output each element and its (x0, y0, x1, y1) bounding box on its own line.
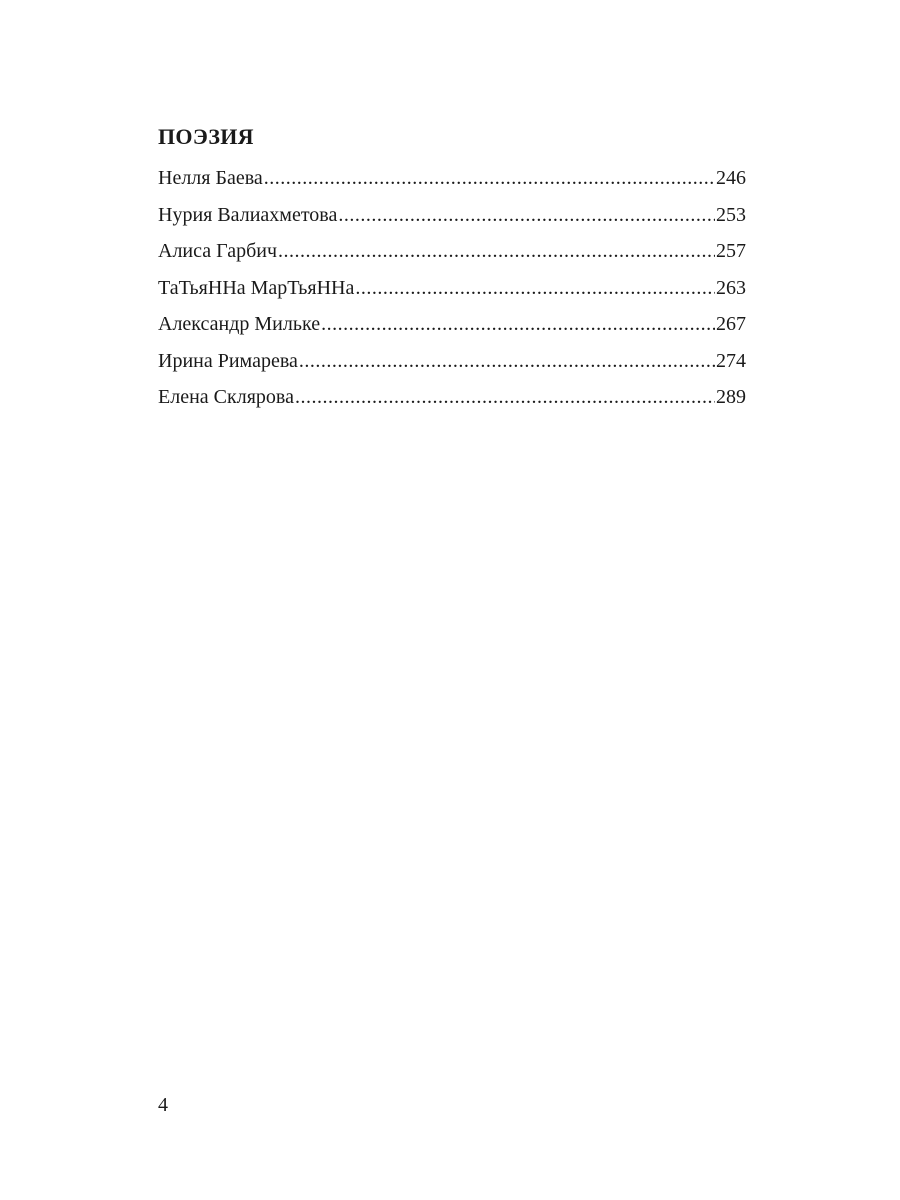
toc-entry (158, 197, 746, 234)
toc-entry-name: Александр Мильке (158, 313, 321, 335)
toc-entry-page: 253 (716, 203, 746, 226)
toc-entry (158, 343, 746, 380)
toc-entry (158, 306, 746, 343)
dot-leader (321, 306, 715, 343)
toc-entry-page: 274 (716, 349, 746, 372)
page-number: 4 (158, 1094, 168, 1116)
toc-entry-name: Ирина Римарева (158, 349, 298, 372)
dot-leader (338, 197, 715, 234)
toc-entry-name: Алиса Гарбич (158, 240, 278, 262)
dot-leader (295, 379, 715, 416)
toc-entry (158, 233, 746, 270)
toc-entry-page: 246 (716, 167, 746, 189)
section-title: ПОЭЗИЯ (158, 124, 254, 149)
dot-leader (278, 233, 715, 270)
toc-entry (158, 160, 746, 197)
dot-leader (299, 343, 715, 380)
toc-entry (158, 270, 746, 307)
toc-entry-name: Нелля Баева (158, 167, 263, 189)
table-of-contents (158, 122, 746, 416)
dot-leader (355, 270, 715, 307)
toc-entry-page: 267 (716, 313, 746, 335)
toc-entry-page: 263 (716, 276, 746, 299)
dot-leader (264, 160, 715, 197)
toc-entry-page: 257 (716, 240, 746, 262)
toc-entry-name: Нурия Валиахметова (158, 203, 338, 226)
toc-entry-name: Елена Склярова (158, 386, 294, 408)
toc-entry-page: 289 (716, 386, 746, 408)
toc-entry (158, 379, 746, 416)
toc-entry-name: ТаТьяННа МарТьяННа (158, 276, 355, 299)
